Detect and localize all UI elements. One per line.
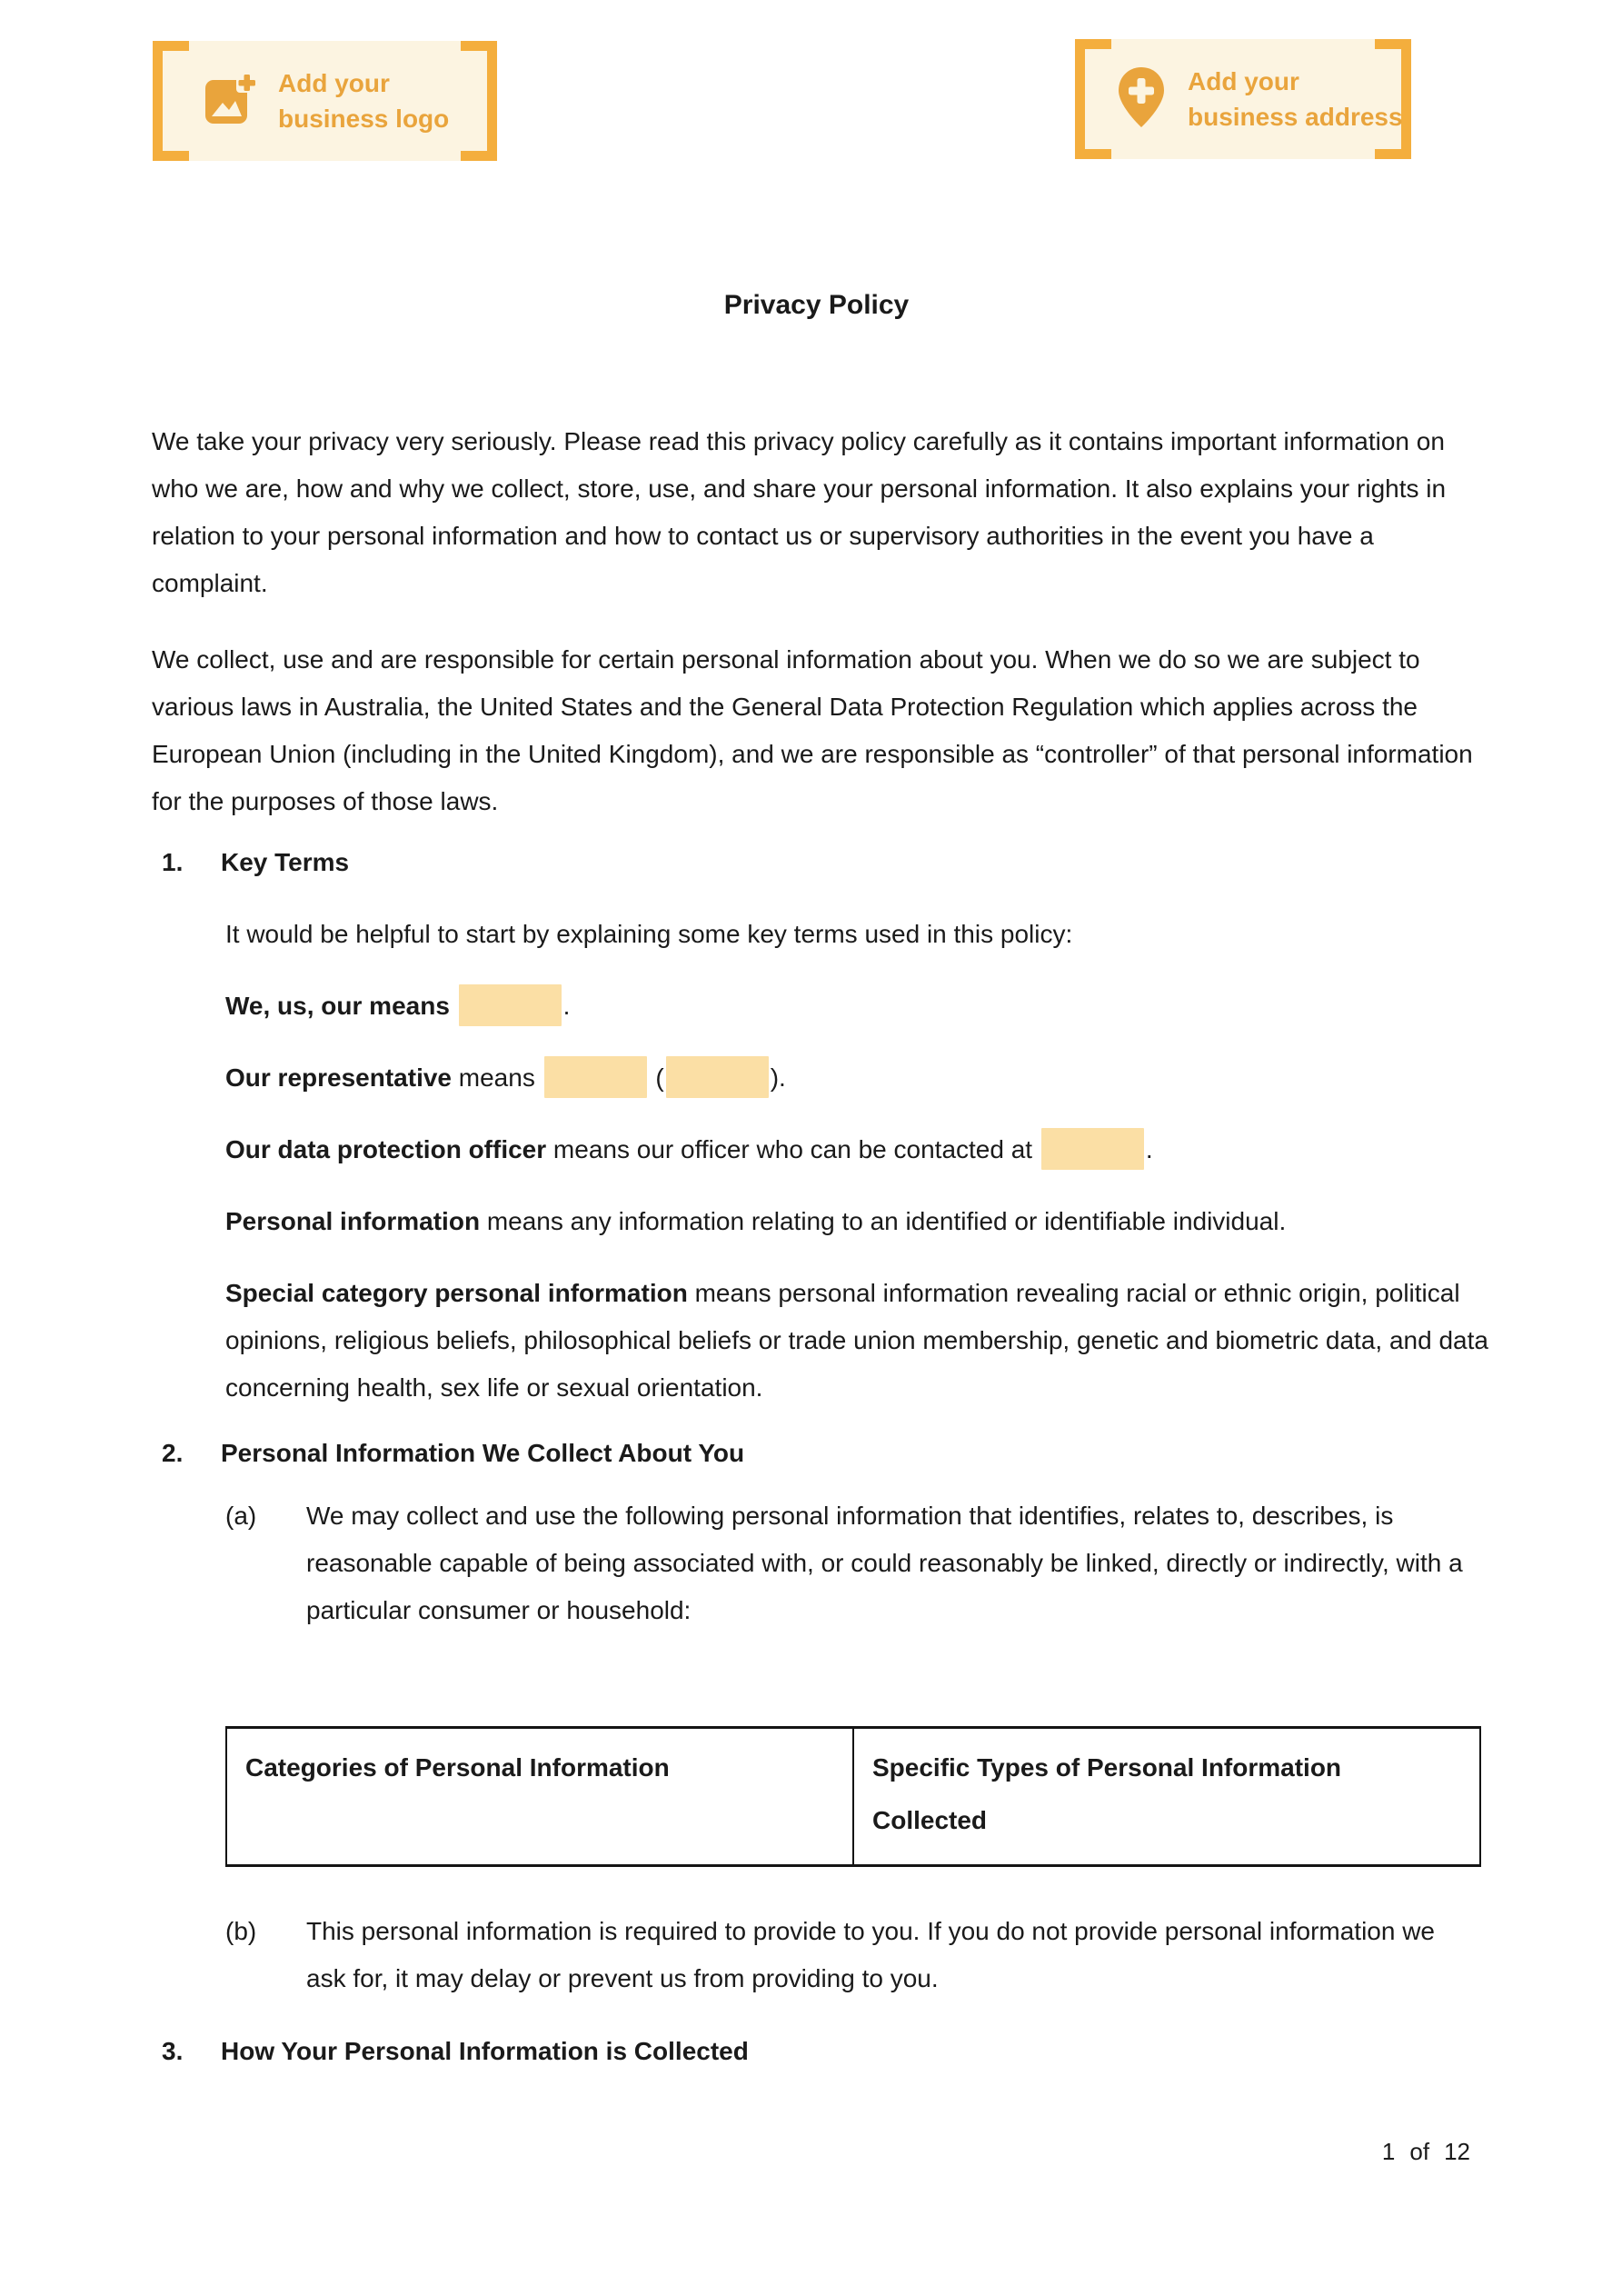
add-business-address-button[interactable] (1075, 39, 1411, 159)
term-pi-rest: means any information relating to an identified or identifiable individual. (480, 1207, 1287, 1235)
add-address-label-line2: business address (1188, 103, 1403, 131)
section-3-number: 3. (162, 2037, 184, 2065)
term-personal-information (225, 1198, 1499, 1245)
term-dpo-mid: means our officer who can be contacted at (546, 1135, 1040, 1163)
page-number-current: 1 (1381, 2138, 1396, 2165)
term-rep-open: ( (648, 1063, 664, 1092)
term-scpi-rest: means personal information revealing racial or ethnic origin, political opinions, religious beliefs, philosophical beliefs or trade union membership, genetic and biometric data, and data concerning health, sex life or sexual orientation. (225, 1279, 1488, 1402)
add-logo-label-line1: Add your (278, 69, 390, 97)
term-dpo-bold: Our data protection officer (225, 1135, 547, 1163)
term-we-us-our (225, 983, 1499, 1030)
section-2-heading (152, 1430, 1481, 1477)
term-we-bold: We, us, our means (225, 992, 450, 1020)
key-terms-intro: It would be helpful to start by explaining some key terms used in this policy: (225, 920, 1073, 948)
term-rep-close: ). (770, 1063, 786, 1092)
add-logo-label-line2: business logo (278, 105, 450, 133)
item-b-text: This personal information is required to provide to you. If you do not provide personal information we ask for, it may delay or prevent us from providing to you. (306, 1917, 1436, 1992)
table-header-row (226, 1728, 1480, 1866)
add-address-label (1188, 64, 1403, 135)
section-1-title: Key Terms (221, 848, 350, 876)
section-1-heading (152, 839, 1481, 886)
page-title: Privacy Policy (723, 290, 910, 320)
term-rep-bold: Our representative (225, 1063, 452, 1092)
business-name-placeholder-field[interactable] (459, 984, 562, 1026)
page-number-total: 12 (1444, 2138, 1470, 2165)
document-content (152, 282, 1488, 2075)
term-pi-bold: Personal information (225, 1207, 481, 1235)
term-representative (225, 1054, 1499, 1102)
add-image-icon (204, 73, 256, 130)
representative-name-placeholder-field[interactable] (544, 1056, 647, 1098)
page-number-footer (1382, 2138, 1470, 2165)
item-a-label: (a) (225, 1502, 257, 1530)
page-number-of-label: of (1409, 2138, 1430, 2165)
intro-paragraph-2: We collect, use and are responsible for certain personal information about you. When we do so we are subject to various laws in Australia, the United States and the General Data Protection Regulation which applies across the European Union (including in the United Kingdom), and we are responsible as “controller” of that personal information for the purposes of those laws. (152, 645, 1473, 815)
add-business-logo-button[interactable] (153, 41, 497, 161)
term-data-protection-officer (225, 1126, 1499, 1173)
list-item-b (225, 1908, 1481, 2002)
table-header-categories: Categories of Personal Information (226, 1728, 853, 1866)
item-b-label: (b) (225, 1917, 257, 1945)
representative-detail-placeholder-field[interactable] (666, 1056, 769, 1098)
term-scpi-bold: Special category personal information (225, 1279, 688, 1307)
add-address-label-line1: Add your (1188, 67, 1299, 95)
section-1-number: 1. (162, 848, 184, 876)
section-2-number: 2. (162, 1439, 184, 1467)
add-location-pin-icon (1117, 66, 1166, 133)
term-rep-mid: means (452, 1063, 542, 1092)
list-item-a (225, 1492, 1481, 1634)
table-header-specific-types: Specific Types of Personal Information Collected (853, 1728, 1480, 1866)
personal-information-table (225, 1726, 1481, 1867)
term-special-category (225, 1270, 1499, 1412)
term-dpo-after: . (1145, 1135, 1153, 1163)
section-3-title: How Your Personal Information is Collected (221, 2037, 749, 2065)
item-a-text: We may collect and use the following personal information that identifies, relates to, describes, is reasonable capable of being associated with, or could reasonably be linked, directly or indirectly, with a particular consumer or household: (306, 1502, 1463, 1624)
intro-paragraph-1: We take your privacy very seriously. Please read this privacy policy carefully as it contains important information on who we are, how and why we collect, store, use, and share your personal information. It also explains your rights in relation to your personal information and how to contact us or supervisory authorities in the event you have a complaint. (152, 427, 1447, 597)
dpo-contact-placeholder-field[interactable] (1041, 1128, 1144, 1170)
add-logo-label (278, 65, 449, 136)
section-3-heading (152, 2028, 1481, 2075)
section-2-title: Personal Information We Collect About You (221, 1439, 745, 1467)
term-we-after: . (562, 992, 571, 1020)
